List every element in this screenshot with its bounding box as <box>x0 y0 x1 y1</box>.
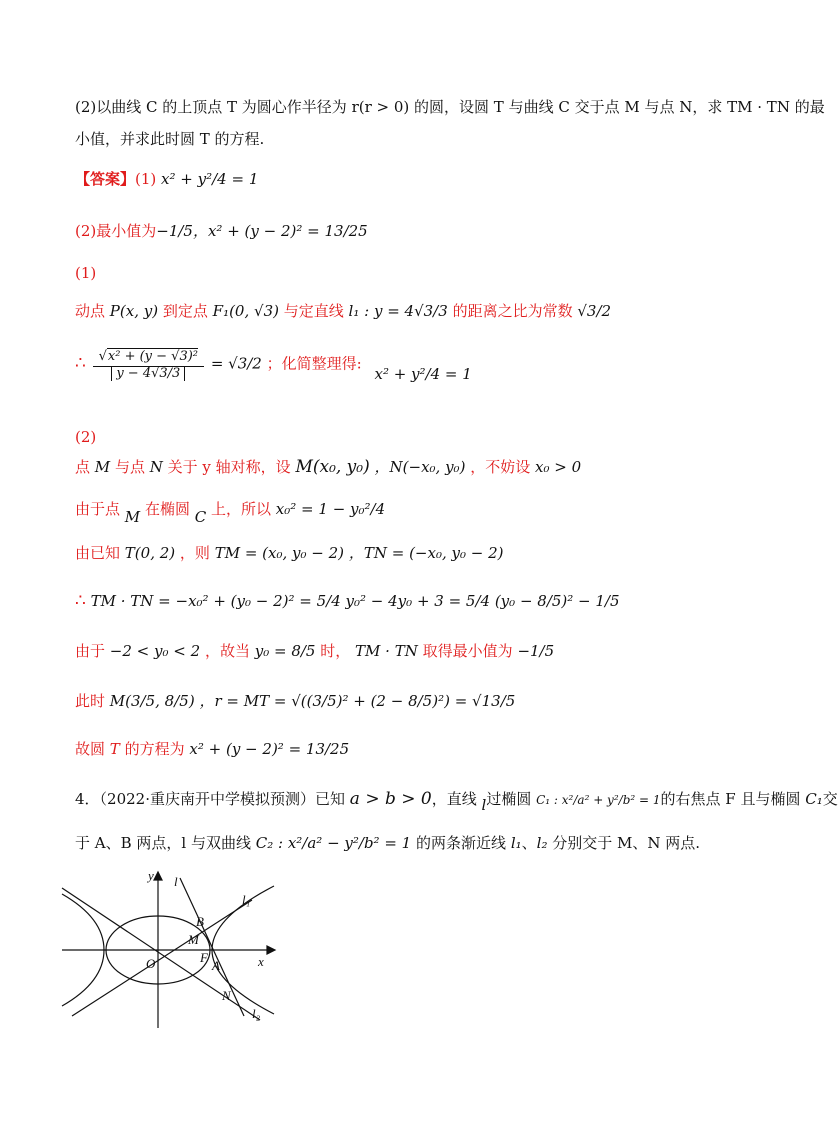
solution-2-line-1: 点 M 与点 N 关于 y 轴对称，设 M(x₀, y₀) ，N(−x₀, y₀) ，不妨设 x₀ > 0 <box>75 457 582 477</box>
question-4-line-1: 4．（2022·重庆南开中学模拟预测）已知 a > b > 0，直线 l过椭圆 C₁ : x²/a² + y²/b² = 1的右焦点 F 且与椭圆 C₁交 <box>75 789 838 814</box>
question-2-line-1: (2)以曲线 C 的上顶点 T 为圆心作半径为 r(r > 0) 的圆，设圆 T 与曲线 C 交于点 M 与点 N，求 TM · TN 的最 <box>75 98 825 116</box>
label-a: A <box>212 958 220 973</box>
label-y: y <box>148 868 154 883</box>
dot-product-expansion: TM · TN = −x₀² + (y₀ − 2)² = 5/4 y₀² − 4y₀ + 3 = 5/4 (y₀ − 8/5)² − 1/5 <box>90 592 620 610</box>
solution-2-line-7: 故圆 T 的方程为 x² + (y − 2)² = 13/25 <box>75 740 350 758</box>
circle-equation: x² + (y − 2)² = 13/25 <box>189 740 350 758</box>
answer-label: 【答案】 <box>75 170 136 188</box>
distance-ratio-fraction: $\frac{\text{√x² + (y − √3)²}}{y - 4√3/3}$ <box>93 348 204 381</box>
label-l1: l₁ <box>242 892 251 907</box>
solution-2-line-2: 由于点 M 在椭圆 C 上，所以 x₀² = 1 − y₀²/4 <box>75 500 386 526</box>
ellipse-hyperbola-figure <box>62 868 282 1028</box>
solution-2-line-4: ∴ TM · TN = −x₀² + (y₀ − 2)² = 5/4 y₀² − 4y₀ + 3 = 5/4 (y₀ − 8/5)² − 1/5 <box>75 591 620 611</box>
solution-1-heading: (1) <box>75 264 97 282</box>
label-f: F <box>200 950 208 965</box>
label-x: x <box>258 954 264 969</box>
solution-1-line-1: 动点 P(x, y) 到定点 F₁(0, √3) 与定直线 l₁ : y = 4√3/3 的距离之比为常数 √3/2 <box>75 302 612 320</box>
label-m: M <box>188 932 199 947</box>
x-axis-arrow <box>267 946 275 954</box>
label-l: l <box>174 874 178 889</box>
answer-line-1: 【答案】(1) x² + y²/4 = 1 <box>75 170 259 188</box>
question-2-line-2: 小值，并求此时圆 T 的方程. <box>75 130 265 148</box>
line-l <box>180 878 244 1016</box>
answer-2-min: −1/5 <box>156 222 193 240</box>
y-axis-arrow <box>154 872 162 880</box>
solution-1-line-2: ∴ $\frac{\text{√x² + (y − √3)²}}{y - 4√3/3}$ = √3/2 ；化简整理得: x² + y²/4 = 1 <box>75 349 472 383</box>
label-b: B <box>196 914 204 929</box>
solution-2-line-6: 此时 M(3/5, 8/5) ，r = MT = √((3/5)² + (2 − 8/5)²) = √13/5 <box>75 692 516 710</box>
answer-line-2: (2)最小值为−1/5，x² + (y − 2)² = 13/25 <box>75 222 368 240</box>
solution-2-heading: (2) <box>75 428 97 446</box>
label-l2: l₂ <box>252 1006 261 1021</box>
solution-2-line-5: 由于 −2 < y₀ < 2 ，故当 y₀ = 8/5 时， TM · TN 取得最小值为 −1/5 <box>75 642 555 660</box>
radius-calculation: ，r = MT = √((3/5)² + (2 − 8/5)²) = √13/5 <box>199 692 516 710</box>
question-4-line-2: 于 A、B 两点，l 与双曲线 C₂ : x²/a² − y²/b² = 1 的两条渐近线 l₁、l₂ 分别交于 M、N 两点. <box>75 834 701 852</box>
label-n: N <box>222 988 231 1003</box>
label-o: O <box>146 956 156 971</box>
answer-2-equation: ，x² + (y − 2)² = 13/25 <box>192 222 368 240</box>
solution-2-line-3: 由已知 T(0, 2) ，则 TM = (x₀, y₀ − 2) ，TN = (−x₀, y₀ − 2) <box>75 544 504 562</box>
answer-1-equation: x² + y²/4 = 1 <box>161 170 259 188</box>
